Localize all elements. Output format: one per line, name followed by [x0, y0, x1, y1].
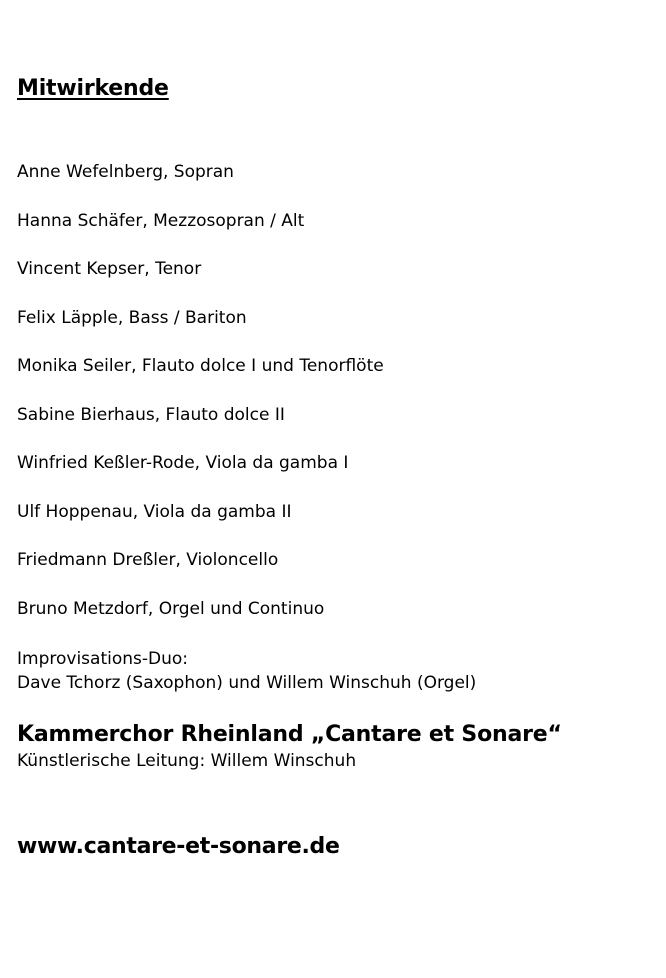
- performer-item: Friedmann Dreßler, Violoncello: [17, 550, 279, 570]
- performer-item: Vincent Kepser, Tenor: [17, 259, 202, 279]
- performer-item: Felix Läpple, Bass / Bariton: [17, 307, 247, 328]
- performer-list: [17, 160, 647, 645]
- choir-name: Kammerchor Rheinland „Cantare et Sonare“: [17, 722, 562, 747]
- duo-members: Dave Tchorz (Saxophon) und Willem Winschuh (Orgel): [17, 673, 477, 693]
- choir-block: [17, 720, 562, 772]
- improvisation-duo: [17, 647, 476, 695]
- performer-item: Hanna Schäfer, Mezzosopran / Alt: [17, 210, 305, 231]
- performer-item: Sabine Bierhaus, Flauto dolce II: [17, 404, 285, 425]
- website-url: www.cantare-et-sonare.de: [17, 834, 340, 859]
- choir-director: Künstlerische Leitung: Willem Winschuh: [17, 751, 357, 771]
- duo-label: Improvisations-Duo:: [17, 649, 188, 669]
- performer-item: Ulf Hoppenau, Viola da gamba II: [17, 501, 292, 522]
- performer-item: Anne Wefelnberg, Sopran: [17, 162, 234, 182]
- performer-item: Monika Seiler, Flauto dolce I und Tenorflöte: [17, 356, 384, 376]
- performer-item: Bruno Metzdorf, Orgel und Continuo: [17, 598, 325, 619]
- page-title: Mitwirkende: [17, 76, 169, 101]
- performer-item: Winfried Keßler-Rode, Viola da gamba I: [17, 453, 349, 473]
